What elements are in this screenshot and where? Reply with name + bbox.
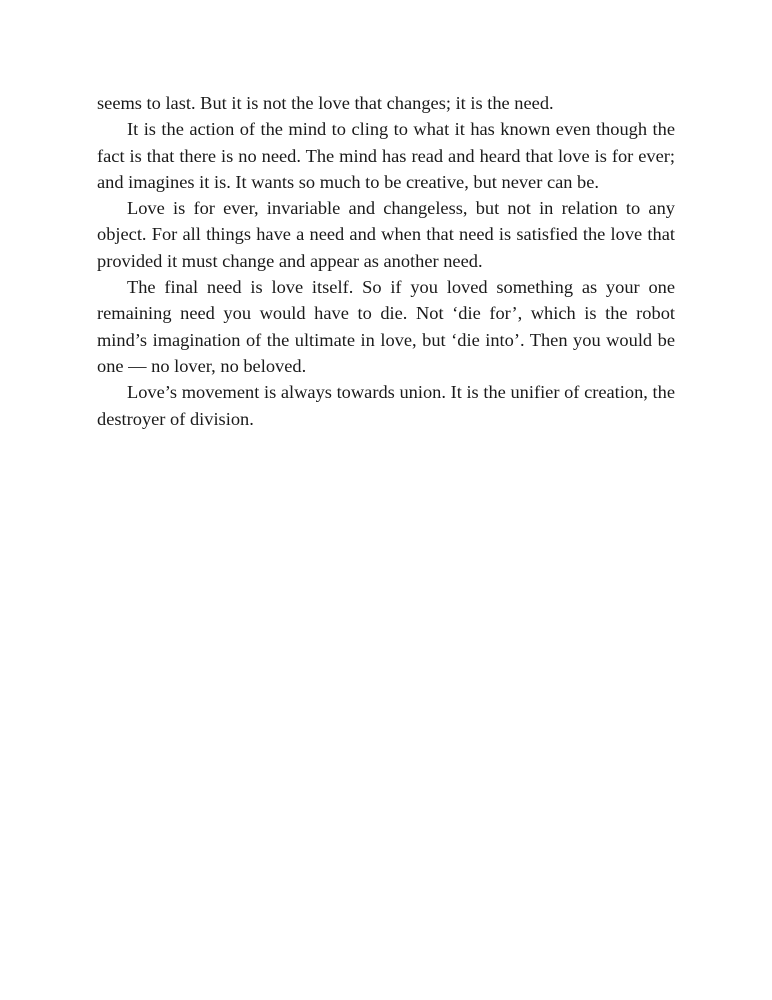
paragraph: Love is for ever, invariable and changeless, but not in relation to any object. For all things have a need and when that need is satisfied the love that provided it must change and appear as another need.: [97, 198, 675, 271]
paragraph-continuation: seems to last. But it is not the love that changes; it is the need.: [97, 93, 554, 113]
body-text: [97, 90, 675, 432]
paragraph: It is the action of the mind to cling to what it has known even though the fact is that there is no need. The mind has read and heard that love is for ever; and imagines it is. It wants so much to be creative, but never can be.: [97, 119, 675, 192]
paragraph: Love’s movement is always towards union. It is the unifier of creation, the destroyer of division.: [97, 382, 675, 429]
paragraph: The final need is love itself. So if you loved something as your one remaining need you would have to die. Not ‘die for’, which is the robot mind’s imagination of the ultimate in love, but ‘die into’. Then you would be one — no lover, no beloved.: [97, 277, 675, 376]
